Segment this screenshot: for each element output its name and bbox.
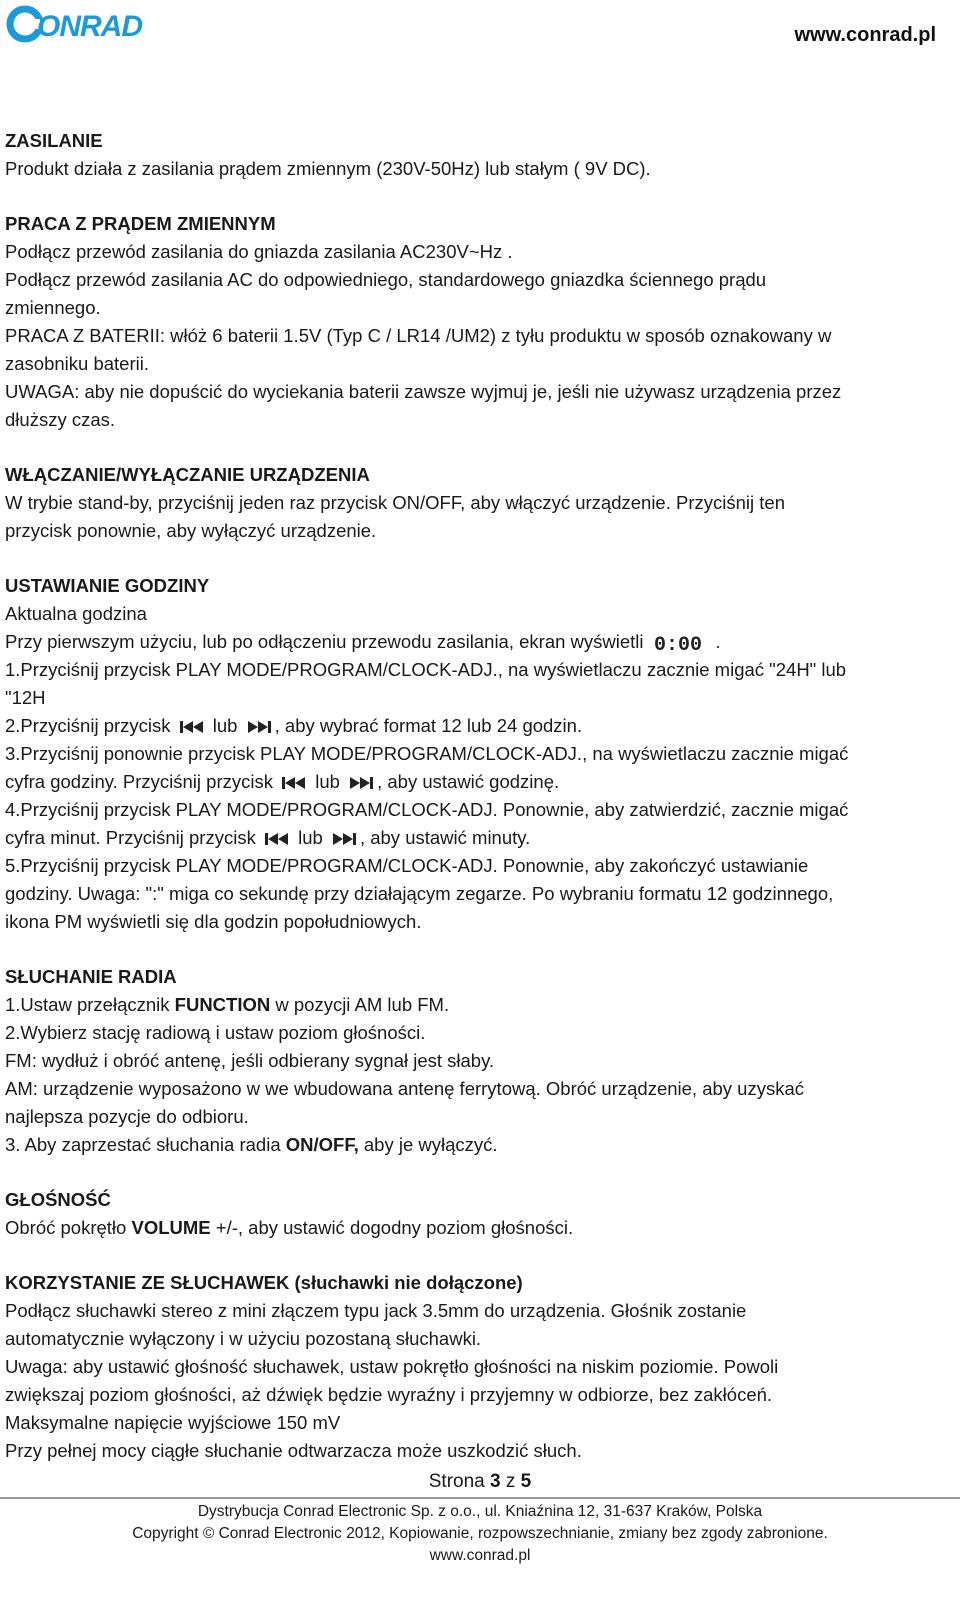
- document-body: [5, 127, 950, 1465]
- page-sep: z: [500, 1471, 521, 1492]
- skip-previous-icon: [179, 720, 205, 734]
- step-4-line-a: 4.Przyciśnij przycisk PLAY MODE/PROGRAM/CLOCK-ADJ. Ponownie, aby zatwierdzić, zacznie migać: [5, 799, 849, 820]
- paragraph: Produkt działa z zasilania prądem zmiennym (230V-50Hz) lub stałym ( 9V DC).: [5, 158, 651, 179]
- text-fragment: lub: [315, 771, 340, 792]
- text-fragment: w pozycji AM lub FM.: [270, 994, 450, 1015]
- section-title-onoff: WŁĄCZANIE/WYŁĄCZANIE URZĄDZENIA: [5, 464, 370, 485]
- text-line: Maksymalne napięcie wyjściowe 150 mV: [5, 1412, 341, 1433]
- skip-previous-icon: [264, 832, 290, 846]
- text-line: zmiennego.: [5, 297, 101, 318]
- step-4-line-b: [5, 824, 950, 852]
- step-1-line-b: "12H: [5, 687, 46, 708]
- page-current: 3: [490, 1471, 501, 1492]
- text-fragment: , aby ustawić minuty.: [359, 827, 531, 848]
- onoff-label: ON/OFF,: [285, 1134, 359, 1155]
- step-5-line-a: 5.Przyciśnij przycisk PLAY MODE/PROGRAM/CLOCK-ADJ. Ponownie, aby zakończyć ustawianie: [5, 855, 809, 876]
- text-fragment: +/-, aby ustawić dogodny poziom głośności.: [210, 1217, 574, 1238]
- skip-previous-icon: [281, 776, 307, 790]
- text-line: AM: urządzenie wyposażono w we wbudowana antenę ferrytową. Obróć urządzenie, aby uzyskać: [5, 1078, 805, 1099]
- section-title-headphones: KORZYSTANIE ZE SŁUCHAWEK (słuchawki nie dołączone): [5, 1272, 523, 1293]
- step-3-line-b: [5, 768, 950, 796]
- text-line: [5, 991, 950, 1019]
- text-line: Podłącz słuchawki stereo z mini złączem typu jack 3.5mm do urządzenia. Głośnik zostanie: [5, 1300, 747, 1321]
- step-1-line-a: 1.Przyciśnij przycisk PLAY MODE/PROGRAM/CLOCK-ADJ., na wyświetlaczu zacznie migać "24H" lub: [5, 659, 847, 680]
- footer-divider: [0, 1497, 960, 1499]
- section-title-volume: GŁOŚNOŚĆ: [5, 1189, 111, 1210]
- section-title-radio: SŁUCHANIE RADIA: [5, 966, 177, 987]
- text-line: W trybie stand-by, przyciśnij jeden raz przycisk ON/OFF, aby włączyć urządzenie. Przyciśnij ten: [5, 492, 785, 513]
- text-line: Przy pełnej mocy ciągłe słuchanie odtwarzacza może uszkodzić słuch.: [5, 1440, 582, 1461]
- text-fragment: Obróć pokrętło: [5, 1217, 132, 1238]
- text-fragment: , aby wybrać format 12 lub 24 godzin.: [274, 715, 583, 736]
- text-line: Podłącz przewód zasilania AC do odpowiedniego, standardowego gniazdka ściennego prądu: [5, 269, 767, 290]
- text-line: przycisk ponownie, aby wyłączyć urządzenie.: [5, 520, 377, 541]
- header-url[interactable]: www.conrad.pl: [794, 24, 936, 46]
- text-line: PRACA Z BATERII: włóż 6 baterii 1.5V (Typ C / LR14 /UM2) z tyłu produktu w sposób oznakowany w: [5, 325, 832, 346]
- text-fragment: Przy pierwszym użyciu, lub po odłączeniu przewodu zasilania, ekran wyświetli: [5, 631, 644, 652]
- section-title-clock: USTAWIANIE GODZINY: [5, 575, 210, 596]
- text-line: UWAGA: aby nie dopuścić do wyciekania baterii zawsze wyjmuj je, jeśli nie używasz urządzenia przez: [5, 381, 842, 402]
- lcd-display-text: 0:00: [653, 634, 702, 655]
- text-fragment: .: [715, 631, 721, 652]
- footer-url[interactable]: www.conrad.pl: [429, 1547, 531, 1564]
- footer-copyright: Copyright © Conrad Electronic 2012, Kopiowanie, rozpowszechnianie, zmiany bez zgody zabronione.: [132, 1525, 828, 1542]
- function-label: FUNCTION: [174, 994, 271, 1015]
- text-fragment: aby je wyłączyć.: [358, 1134, 498, 1155]
- skip-next-icon: [246, 720, 272, 734]
- conrad-logo: [6, 4, 158, 44]
- text-fragment: , aby ustawić godzinę.: [377, 771, 560, 792]
- text-fragment: 2.Przyciśnij przycisk: [5, 715, 171, 736]
- clock-subtitle: Aktualna godzina: [5, 603, 147, 624]
- text-line: Podłącz przewód zasilania do gniazda zasilania AC230V~Hz .: [5, 241, 513, 262]
- step-5-line-b: godziny. Uwaga: ":" miga co sekundę przy działającym zegarze. Po wybraniu formatu 12 godzinnego,: [5, 883, 834, 904]
- text-line: automatycznie wyłączony i w użyciu pozostaną słuchawki.: [5, 1328, 482, 1349]
- text-fragment: cyfra godziny. Przyciśnij przycisk: [5, 771, 273, 792]
- footer-distribution: Dystrybucja Conrad Electronic Sp. z o.o., ul. Kniaźnina 12, 31-637 Kraków, Polska: [197, 1503, 763, 1520]
- text-line: najlepsza pozycje do odbioru.: [5, 1106, 249, 1127]
- skip-next-icon: [331, 832, 357, 846]
- lcd-display-icon: [650, 632, 710, 654]
- text-line: [5, 628, 950, 656]
- text-fragment: lub: [298, 827, 323, 848]
- step-2-line: [5, 712, 950, 740]
- page-number: [0, 1471, 960, 1493]
- text-fragment: 1.Ustaw przełącznik: [5, 994, 175, 1015]
- section-title-power: ZASILANIE: [5, 130, 103, 151]
- volume-label: VOLUME: [131, 1217, 211, 1238]
- text-fragment: cyfra minut. Przyciśnij przycisk: [5, 827, 256, 848]
- skip-next-icon: [348, 776, 374, 790]
- text-line: dłuższy czas.: [5, 409, 116, 430]
- step-3-line-a: 3.Przyciśnij ponownie przycisk PLAY MODE/PROGRAM/CLOCK-ADJ., na wyświetlaczu zacznie migać: [5, 743, 849, 764]
- page-total: 5: [520, 1471, 532, 1492]
- text-fragment: lub: [212, 715, 238, 736]
- text-line: zasobniku baterii.: [5, 353, 149, 374]
- text-line: [5, 1131, 950, 1159]
- text-line: Uwaga: aby ustawić głośność słuchawek, ustaw pokrętło głośności na niskim poziomie. Powoli: [5, 1356, 779, 1377]
- text-line: 2.Wybierz stację radiową i ustaw poziom głośności.: [5, 1022, 426, 1043]
- text-fragment: 3. Aby zaprzestać słuchania radia: [5, 1134, 286, 1155]
- section-title-ac: PRACA Z PRĄDEM ZMIENNYM: [5, 213, 276, 234]
- text-line: FM: wydłuż i obróć antenę, jeśli odbierany sygnał jest słaby.: [5, 1050, 495, 1071]
- text-line: [5, 1214, 950, 1242]
- svg-text:ONRAD: ONRAD: [37, 10, 142, 43]
- page-prefix: Strona: [428, 1471, 491, 1492]
- step-5-line-c: ikona PM wyświetli się dla godzin popołudniowych.: [5, 911, 422, 932]
- text-line: zwiększaj poziom głośności, aż dźwięk będzie wyraźny i przyjemny w odbiorze, bez zakłóceń.: [5, 1384, 773, 1405]
